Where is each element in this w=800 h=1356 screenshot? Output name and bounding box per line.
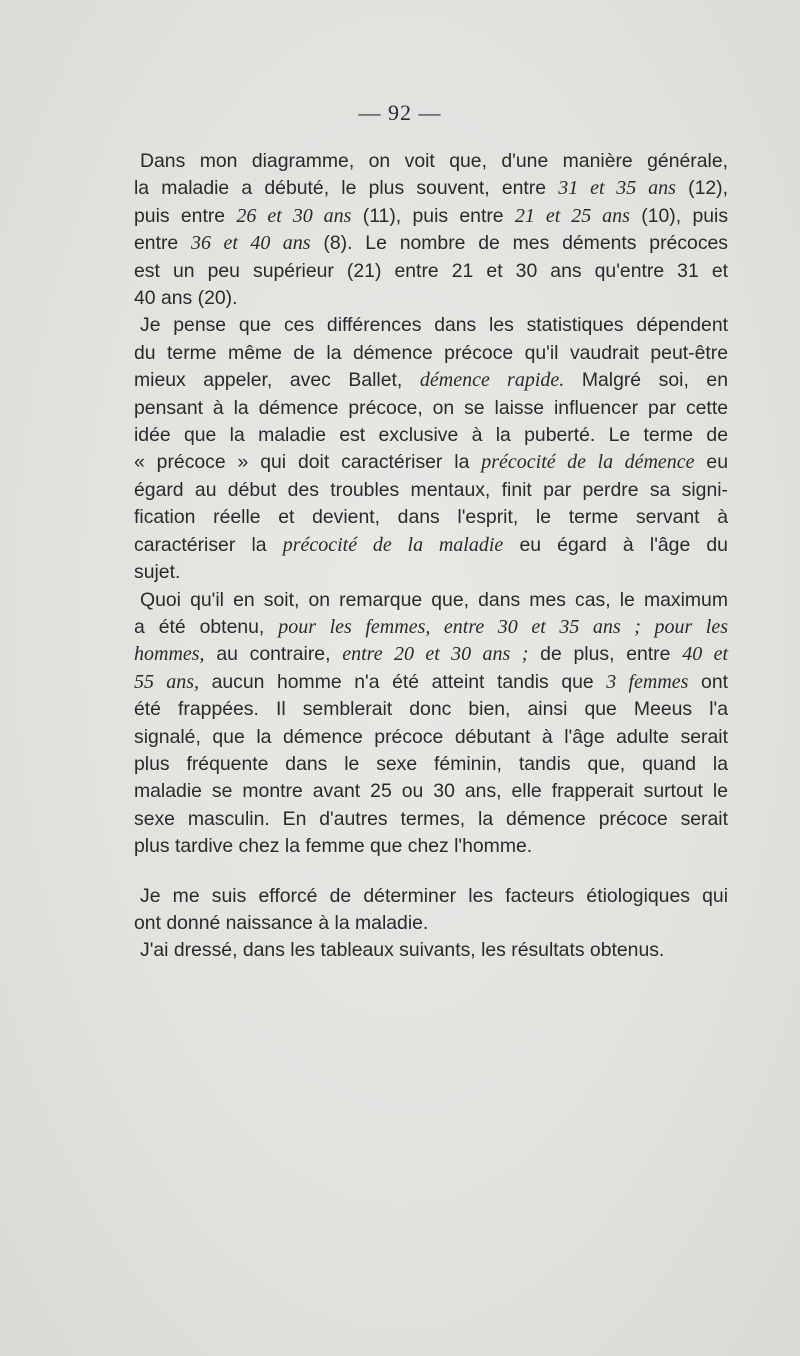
paragraph (134, 587, 728, 861)
text-run: égard au début des troubles mentaux, finit par perdre sa signi- (134, 478, 728, 501)
text-run: J'ai dressé, dans les tableaux suivants, les résultats obtenus. (140, 939, 665, 962)
text-line (134, 833, 728, 860)
text-run: signalé, que la démence précoce débutant à l'âge adulte serait (134, 725, 728, 748)
text-line (134, 422, 728, 449)
text-line (134, 230, 728, 257)
text-line (134, 477, 728, 504)
text-line (134, 175, 728, 202)
text-run: caractériser la (134, 533, 283, 556)
italic-text: entre 20 et 30 ans ; (342, 643, 529, 666)
paragraph (134, 312, 728, 586)
italic-text: précocité de la démence (481, 451, 695, 474)
text-run: pensant à la démence précoce, on se laisse influencer par cette (134, 396, 728, 419)
text-run: Quoi qu'il en soit, on remarque que, dans mes cas, le maximum (140, 588, 728, 611)
text-run: eu égard à l'âge du (503, 533, 728, 556)
text-run: au contraire, (204, 643, 343, 666)
text-run: Malgré soi, en (564, 369, 728, 392)
text-run: aucun homme n'a été atteint tandis que (198, 670, 607, 693)
text-run: eu (694, 451, 728, 474)
text-line (134, 559, 728, 586)
paragraph (134, 937, 728, 964)
text-run: maladie se montre avant 25 ou 30 ans, elle frapperait surtout le (134, 780, 728, 803)
text-run: idée que la maladie est exclusive à la puberté. Le terme de (134, 424, 728, 447)
text-line (134, 641, 728, 668)
italic-text: précocité de la maladie (282, 533, 504, 556)
text-line (134, 532, 728, 559)
page-number: — 92 — (358, 100, 442, 125)
text-run: sexe masculin. En d'autres termes, la démence précoce serait (134, 807, 728, 830)
italic-text: 40 et (682, 643, 729, 666)
text-line (134, 883, 728, 910)
text-line (134, 669, 728, 696)
text-line (134, 696, 728, 723)
text-run: ont donné naissance à la maladie. (134, 911, 429, 934)
text-line (134, 778, 728, 805)
text-run: (8). Le nombre de mes déments précoces (310, 232, 728, 255)
text-line (134, 937, 728, 964)
italic-text: 55 ans, (134, 670, 199, 693)
text-line (134, 724, 728, 751)
text-line (134, 285, 728, 312)
italic-text: 26 et 30 ans (236, 204, 352, 227)
text-run: est un peu supérieur (21) entre 21 et 30 ans qu'entre 31 et (134, 259, 728, 282)
italic-text: démence rapide. (419, 369, 565, 392)
text-run: sujet. (134, 561, 181, 584)
text-run: la maladie a débuté, le plus souvent, entre (134, 177, 559, 200)
text-line (134, 258, 728, 285)
text-line (134, 614, 728, 641)
text-run: 40 ans (20). (134, 287, 238, 310)
text-run: puis entre (134, 204, 237, 227)
text-run: de plus, entre (528, 643, 683, 666)
text-line (134, 340, 728, 367)
text-line (134, 395, 728, 422)
text-line (134, 148, 728, 175)
text-run: Je me suis efforcé de déterminer les facteurs étiologiques qui (140, 884, 728, 907)
text-run: entre (134, 232, 192, 255)
text-line (134, 312, 728, 339)
paragraph (134, 148, 728, 312)
italic-text: 21 et 25 ans (514, 204, 630, 227)
text-run: plus fréquente dans le sexe féminin, tandis que, quand la (134, 752, 728, 775)
italic-text: pour les femmes, entre 30 et 35 ans ; pour les (278, 615, 728, 638)
text-line (134, 504, 728, 531)
text-run: été frappées. Il semblerait donc bien, ainsi que Meeus l'a (134, 698, 728, 721)
text-line (134, 806, 728, 833)
italic-text: 3 femmes (606, 670, 689, 693)
italic-text: 36 et 40 ans (191, 232, 311, 255)
text-run: Dans mon diagramme, on voit que, d'une manière générale, (140, 150, 728, 172)
text-line (134, 751, 728, 778)
text-line (134, 587, 728, 614)
text-line (134, 203, 728, 230)
italic-text: 31 et 35 ans (558, 177, 676, 200)
text-run: (10), puis (629, 204, 729, 227)
text-line (134, 910, 728, 937)
text-run: du terme même de la démence précoce qu'il vaudrait peut-être (134, 341, 728, 364)
text-line (134, 367, 728, 394)
text-run: plus tardive chez la femme que chez l'homme. (134, 835, 533, 858)
text-run: Je pense que ces différences dans les statistiques dépendent (140, 314, 728, 337)
text-line (134, 449, 728, 476)
italic-text: hommes, (134, 643, 205, 666)
text-run: a été obtenu, (134, 615, 279, 638)
body-text (134, 148, 728, 965)
text-run: (11), puis entre (351, 204, 515, 227)
text-run: « précoce » qui doit caractériser la (134, 451, 482, 474)
text-run: mieux appeler, avec Ballet, (134, 369, 420, 392)
text-run: (12), (675, 177, 728, 200)
paragraph (134, 883, 728, 938)
text-run: ont (688, 670, 729, 693)
text-run: fication réelle et devient, dans l'esprit, le terme servant à (134, 506, 728, 529)
